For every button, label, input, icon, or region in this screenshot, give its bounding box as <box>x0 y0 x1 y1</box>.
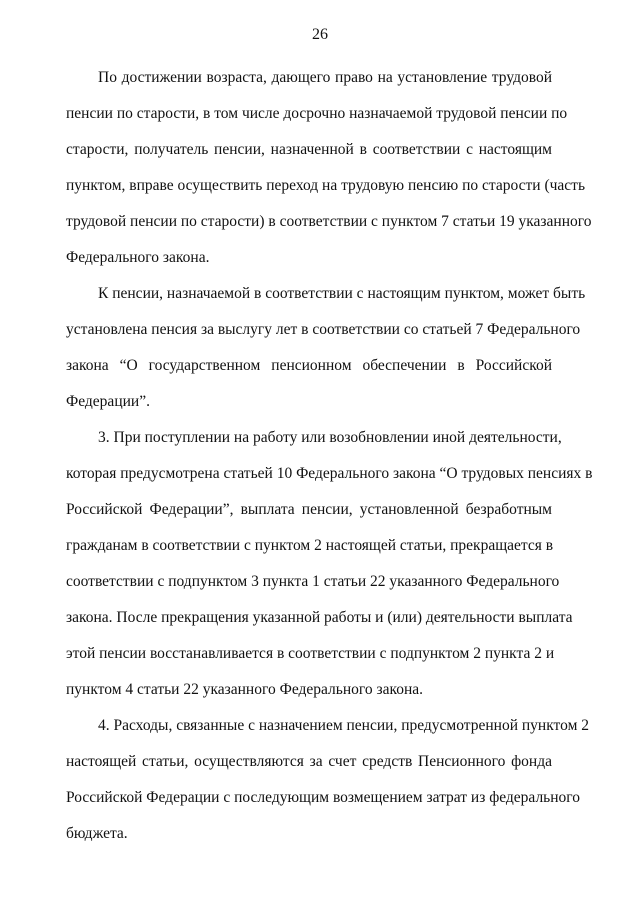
page-number: 26 <box>312 26 328 43</box>
text-line: 4. Расходы, связанные с назначением пенсии, предусмотренной пунктом 2 <box>98 717 590 734</box>
text-line: К пенсии, назначаемой в соответствии с настоящим пунктом, может быть <box>98 285 586 302</box>
text-line: 3. При поступлении на работу или возобновлении иной деятельности, <box>98 429 562 446</box>
text-line: настоящей статьи, осуществляются за счет средств Пенсионного фонда <box>66 753 552 770</box>
paragraph-pension-transition <box>66 60 592 276</box>
text-line: закона “О государственном пенсионном обеспечении в Российской <box>66 357 552 374</box>
text-line: гражданам в соответствии с пунктом 2 настоящей статьи, прекращается в <box>66 537 554 554</box>
text-line: Российской Федерации”, выплата пенсии, установленной безработным <box>66 501 552 518</box>
text-line: закона. После прекращения указанной работы и (или) деятельности выплата <box>66 609 573 626</box>
text-line: которая предусмотрена статьей 10 Федерального закона “О трудовых пенсиях в <box>66 465 593 482</box>
text-line: По достижении возраста, дающего право на установление трудовой <box>98 69 552 86</box>
text-line: этой пенсии восстанавливается в соответствии с подпунктом 2 пункта 2 и <box>66 645 555 662</box>
text-line: старости, получатель пенсии, назначенной в соответствии с настоящим <box>66 141 552 158</box>
text-line: Российской Федерации с последующим возмещением затрат из федерального <box>66 789 581 806</box>
paragraph-service-pension <box>66 276 586 420</box>
text-line: бюджета. <box>66 825 128 842</box>
text-line: пунктом 4 статьи 22 указанного Федерального закона. <box>66 681 424 698</box>
text-line: Федерации”. <box>66 393 150 410</box>
text-line: Федерального закона. <box>66 249 210 266</box>
text-line: соответствии с подпунктом 3 пункта 1 статьи 22 указанного Федерального <box>66 573 560 590</box>
document-body <box>66 60 593 852</box>
text-line: трудовой пенсии по старости) в соответствии с пунктом 7 статьи 19 указанного <box>66 213 592 230</box>
text-line: пунктом, вправе осуществить переход на трудовую пенсию по старости (часть <box>66 177 586 194</box>
paragraph-item-4 <box>66 708 590 852</box>
text-line: пенсии по старости, в том числе досрочно назначаемой трудовой пенсии по <box>66 105 568 122</box>
paragraph-item-3 <box>66 420 593 708</box>
text-line: установлена пенсия за выслугу лет в соответствии со статьей 7 Федерального <box>66 321 581 338</box>
